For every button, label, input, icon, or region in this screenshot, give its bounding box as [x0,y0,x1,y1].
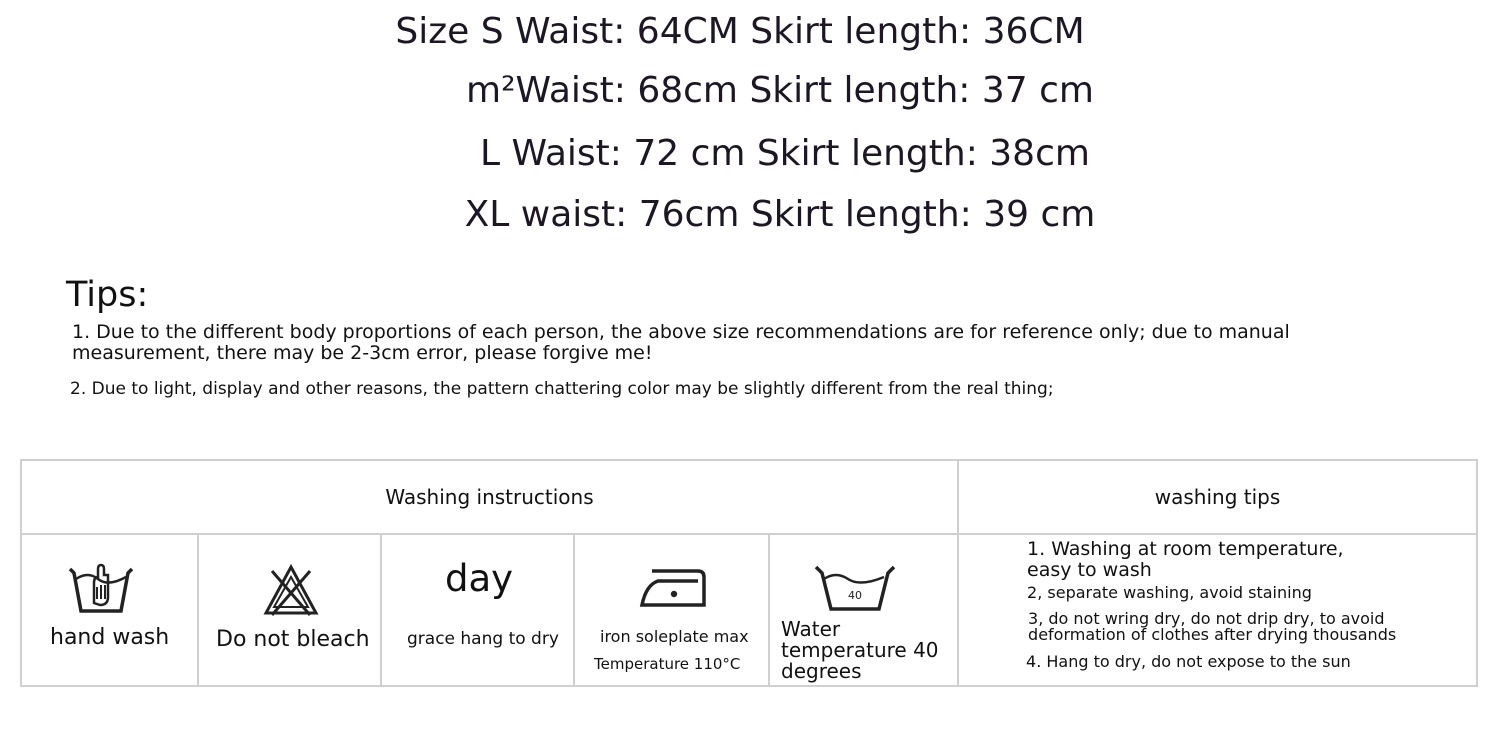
tip-item-1: 1. Due to the different body proportions of each person, the above size recommendations are for reference only; due to manual measurement, there may be 2-3cm error, please forgive me! [72,321,1290,364]
do-not-bleach-cell [198,534,381,686]
washing-tips-cell [958,534,1477,686]
washing-tip-3: 3, do not wring dry, do not drip dry, to avoid deformation of clothes after drying thousands [1028,609,1397,644]
size-m-line: m²Waist: 68cm Skirt length: 37 cm [466,70,1094,111]
hang-dry-cell [381,534,574,686]
hand-wash-cell [21,534,198,686]
size-l-line: L Waist: 72 cm Skirt length: 38cm [480,133,1090,174]
size-xl-line: XL waist: 76cm Skirt length: 39 cm [464,194,1096,235]
size-s-line: Size S Waist: 64CM Skirt length: 36CM [395,11,1085,52]
water-temp-label: Water temperature 40 degrees [781,617,939,683]
tips-title: Tips: [66,275,149,315]
day-text: day [445,557,514,600]
do-not-bleach-label: Do not bleach [216,627,370,652]
washing-instructions-header: Washing instructions [21,460,958,534]
do-not-bleach-icon [262,563,320,617]
hand-wash-label: hand wash [50,625,170,650]
hang-dry-label: grace hang to dry [407,629,559,649]
water-temp-cell [769,534,958,686]
iron-temperature-label: Temperature 110°C [594,655,741,673]
washing-tips-header: washing tips [958,460,1477,534]
washing-tip-1: 1. Washing at room temperature, easy to wash [1027,538,1344,581]
wash-40-icon-text: 40 [848,589,862,602]
iron-cell [574,534,769,686]
iron-label: iron soleplate max [600,627,749,646]
washing-tip-2: 2, separate washing, avoid staining [1027,583,1312,602]
wash-40-icon [814,561,896,615]
tip-item-2: 2. Due to light, display and other reasons, the pattern chattering color may be slightly different from the real thing; [70,379,1054,399]
washing-tip-4: 4. Hang to dry, do not expose to the sun [1026,652,1351,671]
washing-table [20,459,1478,687]
iron-icon [638,563,708,611]
hand-wash-icon [68,559,134,617]
